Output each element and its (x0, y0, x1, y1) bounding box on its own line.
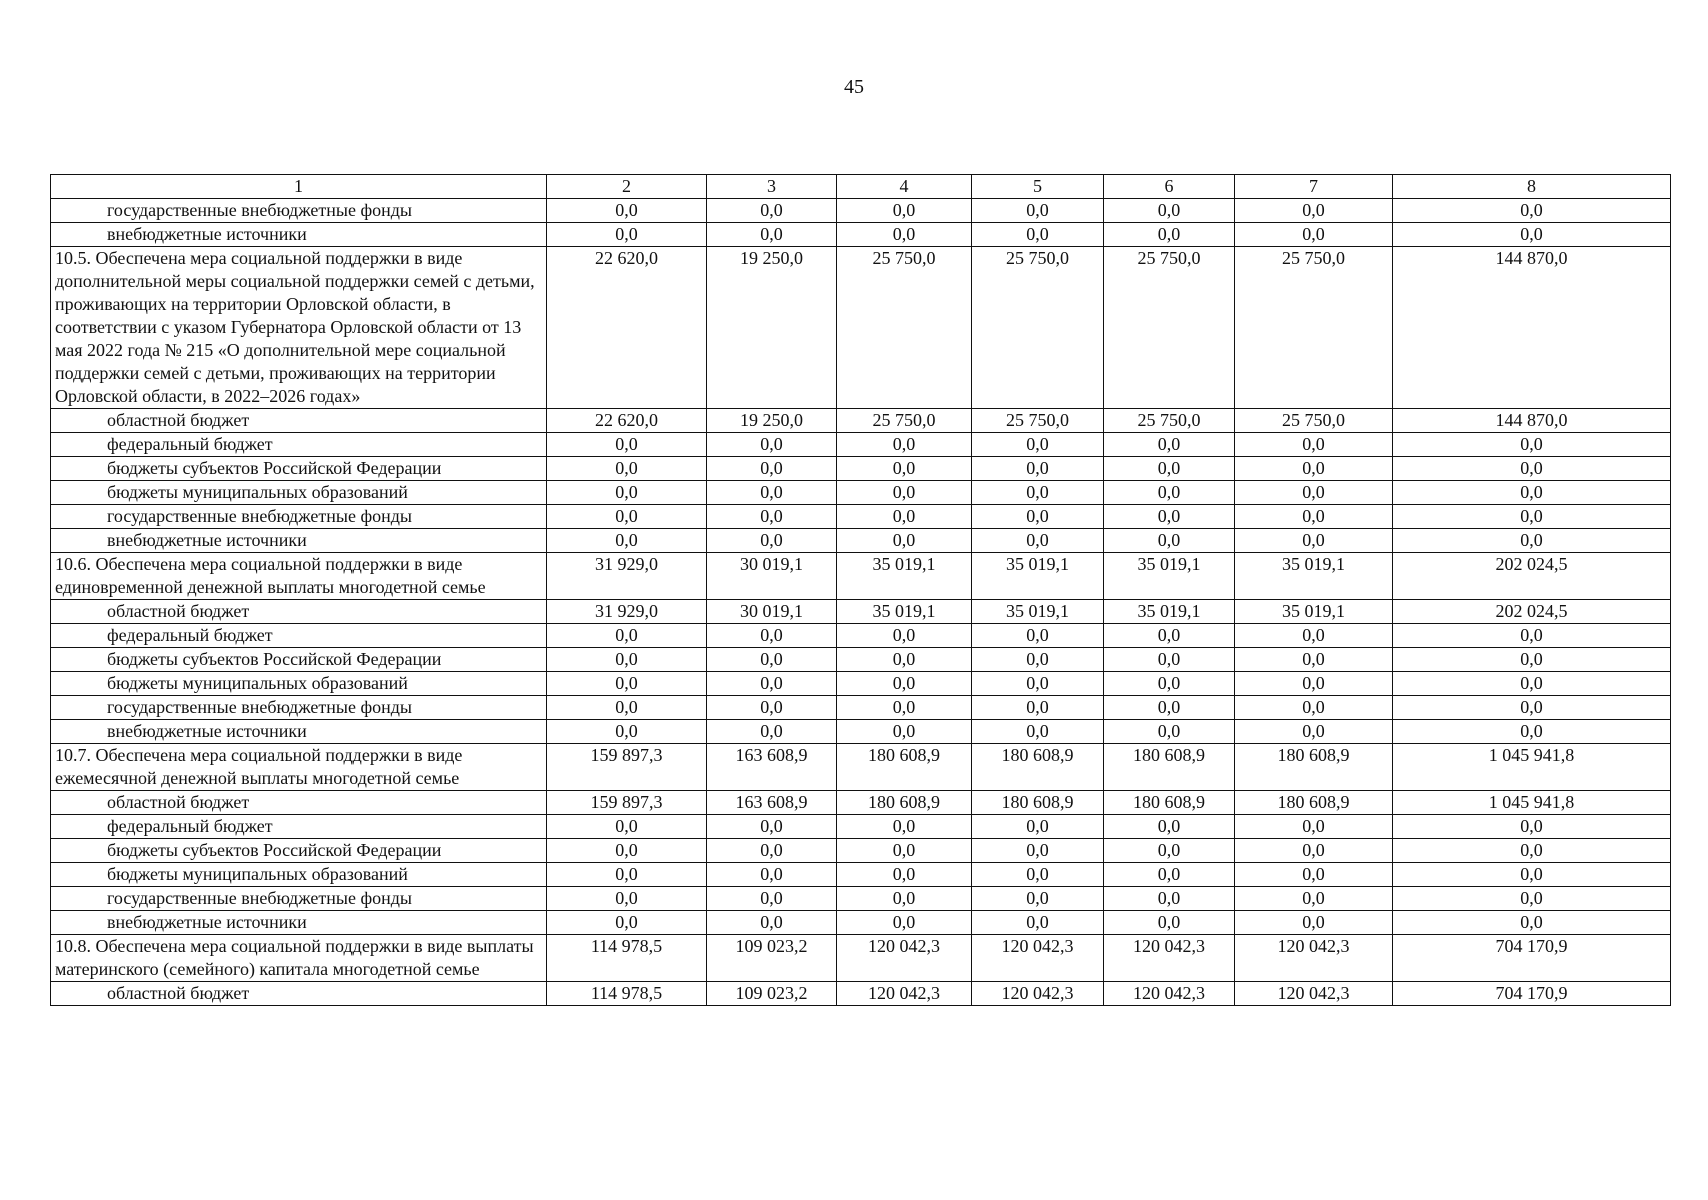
amount-cell: 0,0 (1104, 199, 1235, 223)
funding-source-row (51, 529, 1671, 553)
amount-cell: 0,0 (547, 529, 707, 553)
amount-cell: 0,0 (707, 199, 837, 223)
amount-cell: 0,0 (837, 529, 972, 553)
amount-cell: 0,0 (1393, 223, 1671, 247)
amount-cell: 0,0 (1393, 457, 1671, 481)
funding-source-row (51, 481, 1671, 505)
amount-cell: 0,0 (837, 863, 972, 887)
amount-cell: 0,0 (547, 887, 707, 911)
amount-cell: 0,0 (1104, 505, 1235, 529)
amount-cell: 0,0 (1393, 648, 1671, 672)
amount-cell: 0,0 (837, 672, 972, 696)
amount-cell: 0,0 (547, 199, 707, 223)
amount-cell: 0,0 (707, 624, 837, 648)
amount-cell: 0,0 (972, 839, 1104, 863)
amount-cell: 30 019,1 (707, 600, 837, 624)
amount-cell: 0,0 (972, 648, 1104, 672)
amount-cell: 25 750,0 (1235, 247, 1393, 409)
amount-cell: 0,0 (1104, 672, 1235, 696)
funding-source-row (51, 672, 1671, 696)
amount-cell: 25 750,0 (1235, 409, 1393, 433)
column-header: 4 (837, 175, 972, 199)
amount-cell: 0,0 (707, 839, 837, 863)
amount-cell: 0,0 (1235, 672, 1393, 696)
funding-source-label: государственные внебюджетные фонды (51, 887, 547, 911)
funding-source-row (51, 982, 1671, 1006)
amount-cell: 0,0 (837, 911, 972, 935)
amount-cell: 0,0 (707, 505, 837, 529)
funding-source-row (51, 505, 1671, 529)
funding-source-label: внебюджетные источники (51, 911, 547, 935)
amount-cell: 180 608,9 (1104, 744, 1235, 791)
measure-description: 10.7. Обеспечена мера социальной поддержки в виде ежемесячной денежной выплаты многодетной семье (51, 744, 547, 791)
amount-cell: 0,0 (1104, 696, 1235, 720)
amount-cell: 0,0 (1235, 529, 1393, 553)
amount-cell: 0,0 (837, 648, 972, 672)
amount-cell: 0,0 (1235, 839, 1393, 863)
funding-source-row (51, 791, 1671, 815)
funding-source-row (51, 624, 1671, 648)
column-header: 7 (1235, 175, 1393, 199)
funding-source-label: внебюджетные источники (51, 529, 547, 553)
measure-description: 10.8. Обеспечена мера социальной поддержки в виде выплаты материнского (семейного) капитала многодетной семье (51, 935, 547, 982)
amount-cell: 25 750,0 (972, 247, 1104, 409)
amount-cell: 180 608,9 (1104, 791, 1235, 815)
amount-cell: 144 870,0 (1393, 247, 1671, 409)
amount-cell: 0,0 (1235, 696, 1393, 720)
amount-cell: 25 750,0 (837, 247, 972, 409)
funding-source-label: бюджеты субъектов Российской Федерации (51, 457, 547, 481)
amount-cell: 0,0 (1104, 815, 1235, 839)
amount-cell: 0,0 (972, 529, 1104, 553)
column-header: 8 (1393, 175, 1671, 199)
column-header: 6 (1104, 175, 1235, 199)
amount-cell: 0,0 (1393, 529, 1671, 553)
column-header: 2 (547, 175, 707, 199)
funding-source-label: внебюджетные источники (51, 720, 547, 744)
amount-cell: 35 019,1 (837, 553, 972, 600)
funding-source-label: бюджеты субъектов Российской Федерации (51, 839, 547, 863)
amount-cell: 109 023,2 (707, 982, 837, 1006)
amount-cell: 30 019,1 (707, 553, 837, 600)
amount-cell: 22 620,0 (547, 247, 707, 409)
funding-source-label: государственные внебюджетные фонды (51, 696, 547, 720)
funding-source-row (51, 600, 1671, 624)
amount-cell: 0,0 (1393, 911, 1671, 935)
amount-cell: 0,0 (1393, 696, 1671, 720)
amount-cell: 0,0 (1104, 839, 1235, 863)
amount-cell: 0,0 (972, 887, 1104, 911)
amount-cell: 0,0 (972, 457, 1104, 481)
amount-cell: 0,0 (707, 911, 837, 935)
amount-cell: 0,0 (1104, 863, 1235, 887)
amount-cell: 0,0 (707, 481, 837, 505)
table-header-row (51, 175, 1671, 199)
amount-cell: 0,0 (1393, 815, 1671, 839)
amount-cell: 180 608,9 (1235, 791, 1393, 815)
amount-cell: 0,0 (837, 696, 972, 720)
amount-cell: 180 608,9 (837, 791, 972, 815)
funding-source-label: бюджеты муниципальных образований (51, 481, 547, 505)
amount-cell: 0,0 (707, 696, 837, 720)
funding-source-label: федеральный бюджет (51, 815, 547, 839)
amount-cell: 180 608,9 (972, 791, 1104, 815)
amount-cell: 19 250,0 (707, 247, 837, 409)
amount-cell: 120 042,3 (837, 982, 972, 1006)
amount-cell: 35 019,1 (972, 600, 1104, 624)
amount-cell: 0,0 (547, 481, 707, 505)
amount-cell: 0,0 (1104, 481, 1235, 505)
amount-cell: 0,0 (1235, 481, 1393, 505)
amount-cell: 25 750,0 (1104, 409, 1235, 433)
amount-cell: 0,0 (1235, 624, 1393, 648)
amount-cell: 0,0 (972, 505, 1104, 529)
amount-cell: 0,0 (1393, 505, 1671, 529)
page-number: 45 (844, 76, 864, 98)
amount-cell: 163 608,9 (707, 744, 837, 791)
measure-row (51, 553, 1671, 600)
amount-cell: 0,0 (1104, 457, 1235, 481)
amount-cell: 35 019,1 (1235, 600, 1393, 624)
funding-source-label: внебюджетные источники (51, 223, 547, 247)
amount-cell: 22 620,0 (547, 409, 707, 433)
amount-cell: 0,0 (1393, 624, 1671, 648)
amount-cell: 0,0 (547, 863, 707, 887)
amount-cell: 0,0 (547, 624, 707, 648)
amount-cell: 0,0 (1104, 223, 1235, 247)
amount-cell: 0,0 (707, 863, 837, 887)
column-header: 1 (51, 175, 547, 199)
amount-cell: 0,0 (1235, 863, 1393, 887)
amount-cell: 120 042,3 (1235, 935, 1393, 982)
amount-cell: 0,0 (547, 911, 707, 935)
amount-cell: 35 019,1 (972, 553, 1104, 600)
amount-cell: 0,0 (707, 529, 837, 553)
amount-cell: 0,0 (972, 223, 1104, 247)
amount-cell: 0,0 (547, 457, 707, 481)
amount-cell: 0,0 (1104, 433, 1235, 457)
budget-table (50, 174, 1671, 1006)
amount-cell: 0,0 (972, 863, 1104, 887)
amount-cell: 0,0 (972, 672, 1104, 696)
funding-source-label: государственные внебюджетные фонды (51, 505, 547, 529)
amount-cell: 0,0 (547, 815, 707, 839)
funding-source-label: федеральный бюджет (51, 624, 547, 648)
amount-cell: 25 750,0 (972, 409, 1104, 433)
amount-cell: 0,0 (837, 433, 972, 457)
amount-cell: 0,0 (1235, 457, 1393, 481)
amount-cell: 0,0 (547, 223, 707, 247)
funding-source-label: областной бюджет (51, 600, 547, 624)
amount-cell: 0,0 (1235, 815, 1393, 839)
amount-cell: 0,0 (1104, 887, 1235, 911)
funding-source-row (51, 815, 1671, 839)
funding-source-label: областной бюджет (51, 791, 547, 815)
amount-cell: 0,0 (1393, 863, 1671, 887)
column-header: 5 (972, 175, 1104, 199)
amount-cell: 0,0 (1393, 199, 1671, 223)
funding-source-row (51, 887, 1671, 911)
amount-cell: 120 042,3 (1104, 935, 1235, 982)
amount-cell: 0,0 (1104, 529, 1235, 553)
amount-cell: 35 019,1 (1235, 553, 1393, 600)
amount-cell: 0,0 (1393, 433, 1671, 457)
funding-source-label: областной бюджет (51, 982, 547, 1006)
amount-cell: 0,0 (837, 887, 972, 911)
amount-cell: 0,0 (972, 696, 1104, 720)
amount-cell: 0,0 (547, 505, 707, 529)
amount-cell: 35 019,1 (1104, 553, 1235, 600)
amount-cell: 0,0 (972, 815, 1104, 839)
amount-cell: 120 042,3 (972, 982, 1104, 1006)
amount-cell: 114 978,5 (547, 982, 707, 1006)
amount-cell: 180 608,9 (1235, 744, 1393, 791)
amount-cell: 0,0 (547, 433, 707, 457)
amount-cell: 0,0 (1235, 720, 1393, 744)
amount-cell: 0,0 (707, 815, 837, 839)
amount-cell: 0,0 (1393, 720, 1671, 744)
amount-cell: 0,0 (1393, 887, 1671, 911)
funding-source-row (51, 720, 1671, 744)
amount-cell: 0,0 (547, 648, 707, 672)
amount-cell: 120 042,3 (1104, 982, 1235, 1006)
measure-description: 10.6. Обеспечена мера социальной поддержки в виде единовременной денежной выплаты многодетной семье (51, 553, 547, 600)
amount-cell: 120 042,3 (1235, 982, 1393, 1006)
amount-cell: 0,0 (1235, 648, 1393, 672)
amount-cell: 0,0 (1235, 199, 1393, 223)
amount-cell: 0,0 (547, 672, 707, 696)
amount-cell: 35 019,1 (837, 600, 972, 624)
funding-source-row (51, 223, 1671, 247)
funding-source-row (51, 863, 1671, 887)
funding-source-label: бюджеты муниципальных образований (51, 672, 547, 696)
amount-cell: 0,0 (972, 481, 1104, 505)
amount-cell: 120 042,3 (972, 935, 1104, 982)
amount-cell: 0,0 (1235, 911, 1393, 935)
amount-cell: 0,0 (837, 223, 972, 247)
amount-cell: 19 250,0 (707, 409, 837, 433)
amount-cell: 0,0 (1393, 672, 1671, 696)
funding-source-label: областной бюджет (51, 409, 547, 433)
amount-cell: 31 929,0 (547, 600, 707, 624)
amount-cell: 0,0 (707, 648, 837, 672)
amount-cell: 0,0 (972, 433, 1104, 457)
amount-cell: 0,0 (837, 481, 972, 505)
funding-source-row (51, 839, 1671, 863)
amount-cell: 0,0 (972, 624, 1104, 648)
amount-cell: 0,0 (837, 624, 972, 648)
amount-cell: 0,0 (972, 199, 1104, 223)
amount-cell: 159 897,3 (547, 744, 707, 791)
amount-cell: 0,0 (837, 505, 972, 529)
amount-cell: 25 750,0 (1104, 247, 1235, 409)
amount-cell: 0,0 (547, 696, 707, 720)
funding-source-label: федеральный бюджет (51, 433, 547, 457)
funding-source-row (51, 433, 1671, 457)
amount-cell: 704 170,9 (1393, 982, 1671, 1006)
amount-cell: 159 897,3 (547, 791, 707, 815)
amount-cell: 1 045 941,8 (1393, 791, 1671, 815)
column-header: 3 (707, 175, 837, 199)
measure-description: 10.5. Обеспечена мера социальной поддержки в виде дополнительной меры социальной поддержки семей с детьми, проживающих на территории Орловской области, в соответствии с указом Губернатора Орловской области от 13 мая 2022 года № 215 «О дополнительной мере социальной поддержки семей с детьми, проживающих на территории Орловской области, в 2022–2026 годах» (51, 247, 547, 409)
funding-source-row (51, 911, 1671, 935)
measure-row (51, 744, 1671, 791)
amount-cell: 0,0 (1104, 720, 1235, 744)
funding-source-label: государственные внебюджетные фонды (51, 199, 547, 223)
amount-cell: 704 170,9 (1393, 935, 1671, 982)
amount-cell: 0,0 (972, 911, 1104, 935)
amount-cell: 163 608,9 (707, 791, 837, 815)
funding-source-label: бюджеты муниципальных образований (51, 863, 547, 887)
amount-cell: 1 045 941,8 (1393, 744, 1671, 791)
funding-source-row (51, 199, 1671, 223)
amount-cell: 0,0 (837, 839, 972, 863)
amount-cell: 202 024,5 (1393, 600, 1671, 624)
amount-cell: 0,0 (1104, 648, 1235, 672)
amount-cell: 0,0 (1235, 223, 1393, 247)
amount-cell: 0,0 (837, 720, 972, 744)
amount-cell: 0,0 (1104, 911, 1235, 935)
amount-cell: 0,0 (707, 433, 837, 457)
amount-cell: 0,0 (707, 720, 837, 744)
amount-cell: 0,0 (1235, 505, 1393, 529)
amount-cell: 0,0 (1235, 433, 1393, 457)
amount-cell: 0,0 (837, 815, 972, 839)
amount-cell: 35 019,1 (1104, 600, 1235, 624)
amount-cell: 0,0 (547, 720, 707, 744)
amount-cell: 144 870,0 (1393, 409, 1671, 433)
amount-cell: 0,0 (837, 457, 972, 481)
amount-cell: 0,0 (1235, 887, 1393, 911)
funding-source-row (51, 696, 1671, 720)
amount-cell: 180 608,9 (972, 744, 1104, 791)
amount-cell: 25 750,0 (837, 409, 972, 433)
funding-source-label: бюджеты субъектов Российской Федерации (51, 648, 547, 672)
funding-source-row (51, 457, 1671, 481)
amount-cell: 0,0 (707, 887, 837, 911)
funding-source-row (51, 409, 1671, 433)
amount-cell: 109 023,2 (707, 935, 837, 982)
amount-cell: 0,0 (547, 839, 707, 863)
amount-cell: 31 929,0 (547, 553, 707, 600)
amount-cell: 202 024,5 (1393, 553, 1671, 600)
amount-cell: 0,0 (1104, 624, 1235, 648)
amount-cell: 0,0 (837, 199, 972, 223)
amount-cell: 114 978,5 (547, 935, 707, 982)
amount-cell: 0,0 (1393, 481, 1671, 505)
measure-row (51, 247, 1671, 409)
amount-cell: 0,0 (972, 720, 1104, 744)
funding-source-row (51, 648, 1671, 672)
amount-cell: 0,0 (1393, 839, 1671, 863)
amount-cell: 120 042,3 (837, 935, 972, 982)
amount-cell: 180 608,9 (837, 744, 972, 791)
amount-cell: 0,0 (707, 223, 837, 247)
measure-row (51, 935, 1671, 982)
amount-cell: 0,0 (707, 672, 837, 696)
amount-cell: 0,0 (707, 457, 837, 481)
